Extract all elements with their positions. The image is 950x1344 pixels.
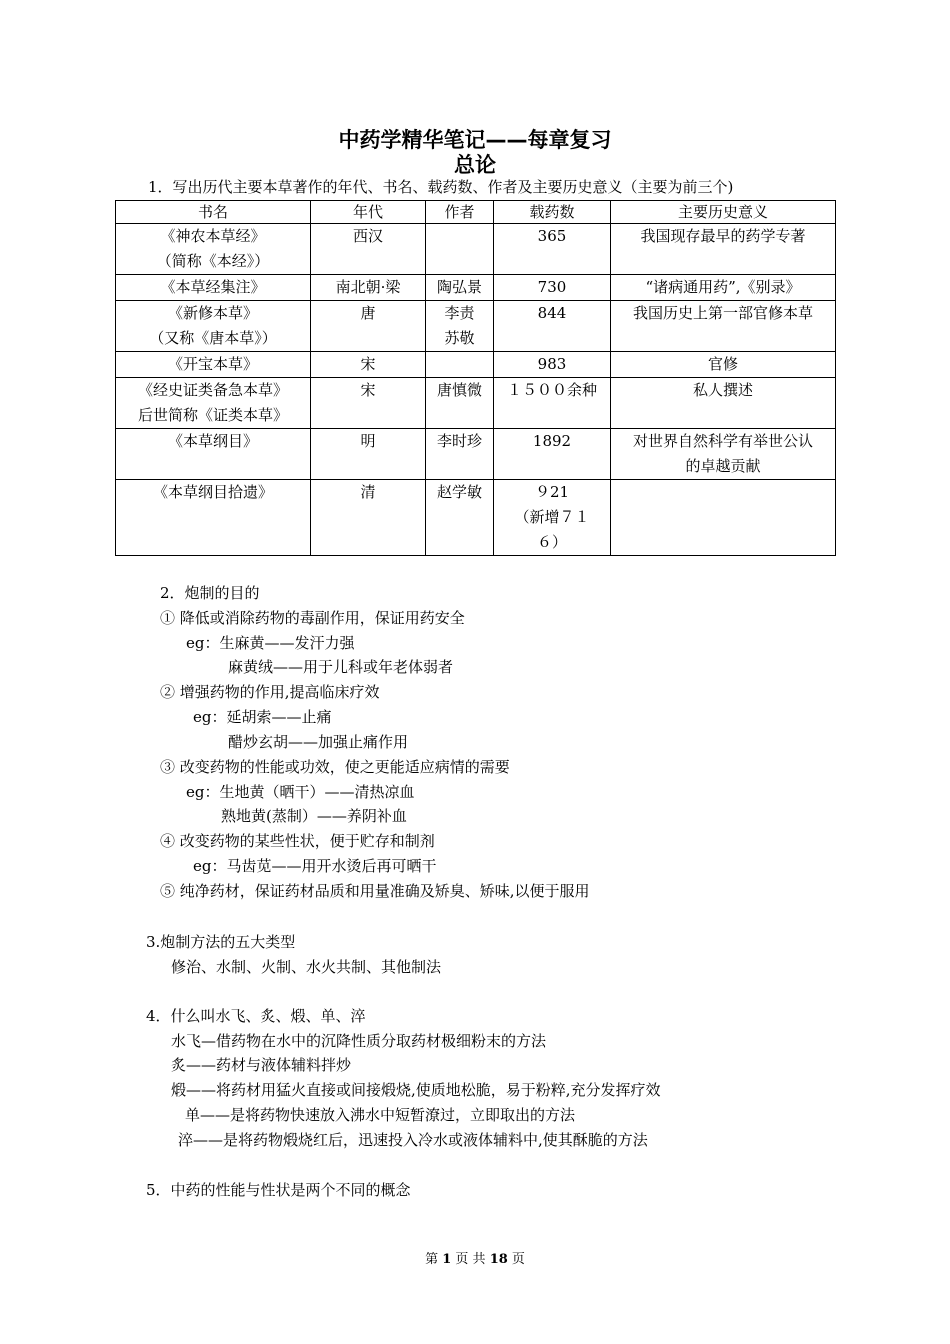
cell-significance [611,301,836,352]
cell-era [311,480,426,556]
q4-line: 煅——将药材用猛火直接或间接煅烧,使质地松脆，易于粉粹,充分发挥疗效 [171,1081,661,1099]
q2-line: ③ 改变药物的性能或功效，使之更能适应病情的需要 [160,758,510,776]
header-significance: 主要历史意义 [611,201,836,224]
q2-line: 麻黄绒——用于儿科或年老体弱者 [228,658,454,676]
cell-book-name-line: 《开宝本草》 [167,355,258,373]
q2-line: 熟地黄(蒸制）——养阴补血 [221,807,407,825]
cell-book-name-line: 《本草纲目》 [167,432,258,450]
cell-author [426,352,494,378]
header-author: 作者 [426,201,494,224]
q4-line: 淬——是将药物煅烧红后，迅速投入冷水或液体辅料中,使其酥脆的方法 [178,1131,648,1149]
cell-author-line: 李责 [444,304,475,322]
question-5-heading: 5．中药的性能与性状是两个不同的概念 [146,1181,411,1199]
cell-author-line: 陶弘景 [436,278,482,296]
question-4-heading: 4．什么叫水飞、炙、煅、单、淬 [146,1007,366,1025]
table-header-row [116,201,836,224]
cell-author-line: 赵学敏 [436,483,482,501]
cell-significance-line: 的卓越贡献 [685,457,761,475]
header-drug-count: 载药数 [494,201,611,224]
cell-drug-count [494,224,611,275]
page-title: 中药学精华笔记——每章复习 [338,128,612,152]
cell-book-name-line: 《新修本草》 [167,304,258,322]
header-era: 年代 [311,201,426,224]
cell-drug-count-line: 365 [537,227,567,245]
cell-book-name [116,224,311,275]
cell-era [311,429,426,480]
cell-author-line: 李时珍 [436,432,482,450]
cell-author [426,275,494,301]
page-footer [0,1248,950,1267]
cell-era [311,352,426,378]
cell-author-line: 唐慎微 [436,381,482,399]
cell-drug-count [494,275,611,301]
q2-line: ② 增强药物的作用,提高临床疗效 [160,683,380,701]
cell-book-name [116,275,311,301]
cell-era-line: 唐 [360,304,376,322]
table-row [116,352,836,378]
cell-book-name [116,378,311,429]
cell-author-line [429,352,490,377]
header-book-name: 书名 [116,201,311,224]
footer-pre: 第 [425,1252,439,1267]
table-row [116,224,836,275]
cell-era-line: 宋 [360,355,376,373]
cell-drug-count [494,480,611,556]
q4-line: 水飞—借药物在水中的沉降性质分取药材极细粉末的方法 [171,1032,547,1050]
q2-line: 醋炒玄胡——加强止痛作用 [228,733,409,751]
cell-era-line: 宋 [360,381,376,399]
cell-significance [611,480,836,556]
cell-drug-count-line: 1892 [532,432,572,450]
q4-line: 炙——药材与液体辅料拌炒 [171,1056,352,1074]
cell-author [426,301,494,352]
cell-book-name [116,480,311,556]
cell-drug-count-line: 730 [537,278,567,296]
cell-drug-count-line: （新增７１ [514,508,590,526]
table-row [116,480,836,556]
cell-book-name [116,301,311,352]
cell-significance-line [614,480,832,505]
cell-era-line: 南北朝·梁 [335,278,401,296]
q2-line: eg：生麻黄——发汗力强 [186,634,355,652]
cell-author [426,224,494,275]
q2-line: ④ 改变药物的某些性状，便于贮存和制剂 [160,832,435,850]
cell-drug-count-line: ６） [536,533,567,551]
cell-significance-line: “诸病通用药”,《别录》 [645,278,801,296]
cell-author-line [429,224,490,249]
cell-significance-line: 我国历史上第一部官修本草 [632,304,813,322]
cell-drug-count [494,352,611,378]
question-2-heading: 2．炮制的目的 [160,584,260,602]
cell-drug-count [494,301,611,352]
cell-book-name-line: 《经史证类备急本草》 [137,381,288,399]
footer-total-pages: 18 [489,1252,508,1267]
cell-book-name [116,352,311,378]
cell-book-name-line: 后世简称《证类本草》 [137,406,288,424]
cell-era [311,224,426,275]
cell-book-name-line: 《神农本草经》 [160,227,266,245]
cell-drug-count-line: 844 [537,304,567,322]
cell-book-name [116,429,311,480]
cell-significance-line: 对世界自然科学有举世公认 [632,432,813,450]
cell-book-name-line: （简称《本经》） [156,252,270,270]
question-1: 1．写出历代主要本草著作的年代、书名、载药数、作者及主要历史意义（主要为前三个) [148,178,734,196]
cell-drug-count-line: １５００余种 [506,381,597,399]
cell-drug-count-line: 983 [537,355,567,373]
cell-significance-line: 我国现存最早的药学专著 [640,227,806,245]
cell-book-name-line: 《本草纲目拾遗》 [152,483,273,501]
cell-author [426,429,494,480]
table-row [116,429,836,480]
herbal-classics-table [115,200,836,556]
cell-author [426,480,494,556]
cell-drug-count-line: ９21 [534,483,570,501]
table-row [116,275,836,301]
cell-drug-count [494,429,611,480]
cell-significance [611,378,836,429]
cell-era [311,378,426,429]
q2-line: eg：延胡索——止痛 [193,708,332,726]
table-row [116,378,836,429]
cell-era [311,275,426,301]
cell-author-line: 苏敬 [444,329,475,347]
q2-line: ① 降低或消除药物的毒副作用，保证用药安全 [160,609,465,627]
q3-line: 修治、水制、火制、水火共制、其他制法 [171,958,442,976]
q4-line: 单——是将药物快速放入沸水中短暂潦过，立即取出的方法 [185,1106,576,1124]
table-row [116,301,836,352]
cell-author [426,378,494,429]
cell-significance [611,429,836,480]
footer-post: 页 [511,1252,525,1267]
cell-era-line: 明 [360,432,376,450]
cell-era [311,301,426,352]
cell-significance-line: 官修 [707,355,738,373]
cell-drug-count [494,378,611,429]
cell-book-name-line: 《本草经集注》 [160,278,266,296]
cell-era-line: 西汉 [352,227,383,245]
q2-line: ⑤ 纯净药材，保证药材品质和用量准确及矫臭、矫味,以便于服用 [160,882,590,900]
page-subtitle: 总论 [454,153,496,177]
q2-line: eg：马齿苋——用开水烫后再可晒干 [193,857,437,875]
cell-book-name-line: （又称《唐本草》） [149,329,277,347]
cell-significance [611,352,836,378]
question-3-heading: 3.炮制方法的五大类型 [146,933,296,951]
cell-significance-line: 私人撰述 [692,381,753,399]
q2-line: eg：生地黄（晒干）——清热凉血 [186,783,415,801]
footer-page-number: 1 [442,1252,452,1267]
cell-significance [611,224,836,275]
footer-mid: 页 共 [455,1252,486,1267]
cell-era-line: 清 [360,483,376,501]
cell-significance [611,275,836,301]
